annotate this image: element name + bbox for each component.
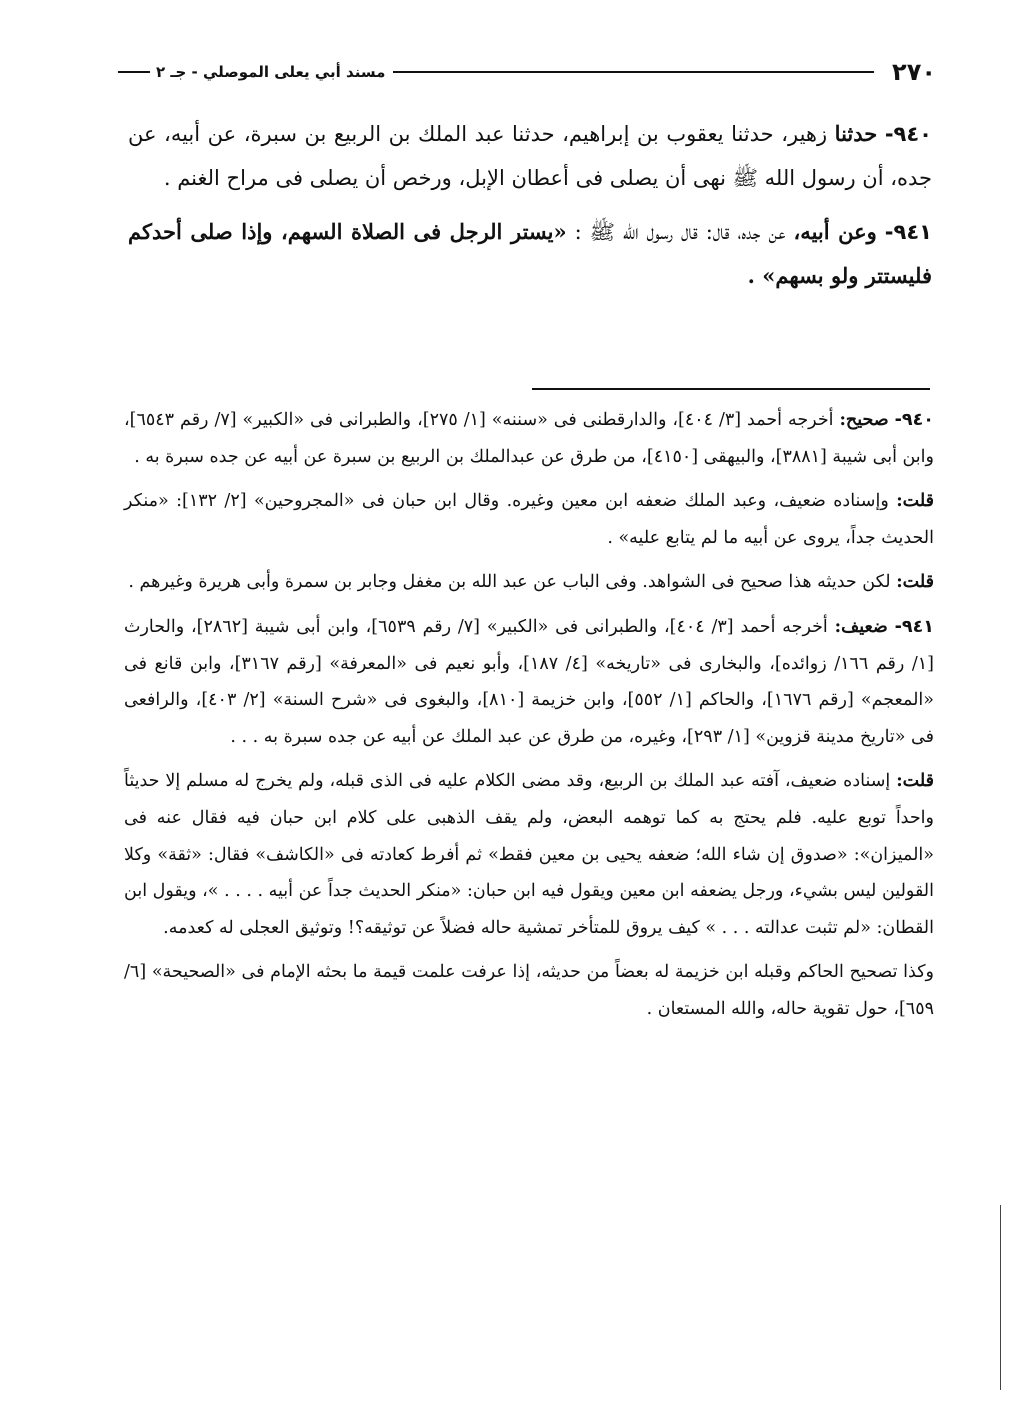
header-rule-end xyxy=(118,71,150,73)
footnotes xyxy=(124,402,934,1036)
footnote-separator xyxy=(532,388,930,390)
footnote-number: ٩٤١- xyxy=(894,616,934,637)
hadith-number: ٩٤٠- xyxy=(884,122,932,146)
hadith-941 xyxy=(128,210,932,298)
footnote-grade: صحيح: xyxy=(839,410,889,430)
comment-label: قلت: xyxy=(896,572,934,593)
footnote-number: ٩٤٠- xyxy=(894,410,934,430)
running-title: مسند أبي يعلى الموصلي - جـ ٢ xyxy=(156,63,386,81)
hadith-940 xyxy=(128,112,932,200)
footnote-941 xyxy=(124,609,934,755)
hadith-number: ٩٤١- xyxy=(884,220,932,244)
footnote-940-comment-1 xyxy=(124,483,934,556)
comment-label: قلت: xyxy=(896,491,934,512)
footnote-941-comment-1 xyxy=(124,763,934,946)
hadith-matn: «يستر الرجل فى الصلاة السهم، وإذا صلى أحدكم فليستتر ولو بسهم» . xyxy=(128,219,932,288)
page-number: ٢٧٠ xyxy=(892,58,936,86)
comment-text: لكن حديثه هذا صحيح فى الشواهد. وفى الباب عن عبد الله بن مغفل وجابر بن سمرة وأبى هريرة وغيرهم . xyxy=(128,572,891,593)
page-edge-line xyxy=(1000,1205,1001,1390)
page-header xyxy=(112,52,936,92)
footnote-grade: ضعيف: xyxy=(834,616,888,637)
footnote-940-comment-2 xyxy=(124,564,934,601)
footnote-text: أخرجه أحمد [٣/ ٤٠٤]، والدارقطنى فى «سننه» [١/ ٢٧٥]، والطبرانى فى «الكبير» [٧/ رقم ٦٥٤٣]، وابن أبى شيبة [٣٨٨١]، والبيهقى [٤١٥٠]، من طرق عن عبدالملك بن الربيع بن سبرة عن أبيه عن جده سبرة به . xyxy=(124,410,934,467)
comment-text: إسناده ضعيف، آفته عبد الملك بن الربيع، وقد مضى الكلام عليه فى الذى قبله، ولم يخرج له مسلم إلا حديثاً واحداً توبع عليه. فلم يحتج به كما توهمه البعض، ولم يقف الذهبى على كلام ابن حبان فيه فقال عنه فى «الميزان»: «صدوق إن شاء الله؛ ضعفه يحيى بن معين فقط» ثم أفرط كعادته فى «الكاشف» فقال: «ثقة» وكلا القولين ليس بشيء، ورجل يضعفه ابن معين ويقول فيه ابن حبان: «منكر الحديث جداً عن أبيه . . . . »، ويقول ابن القطان: «لم تثبت عدالته . . . » كيف يروق للمتأخر تمشية حاله فضلاً عن توثيقه؟! وتوثيق العجلى له كعدمه. xyxy=(124,771,934,938)
comment-label: قلت: xyxy=(896,771,934,792)
hadith-lead: وعن أبيه، xyxy=(793,219,877,244)
hadith-text: عن جده، قال: قال رسول الله ﷺ : xyxy=(574,220,786,244)
comment-text: وإسناده ضعيف، وعبد الملك ضعفه ابن معين وغيره. وقال ابن حبان فى «المجروحين» [٢/ ١٣٢]: «منكر الحديث جداً، يروى عن أبيه ما لم يتابع عليه» . xyxy=(124,491,934,548)
footnote-text: أخرجه أحمد [٣/ ٤٠٤]، والطبرانى فى «الكبير» [٧/ رقم ٦٥٣٩]، وابن أبى شيبة [٢٨٦٢]، والحارث [١/ رقم ١٦٦/ زوائده]، والبخارى فى «تاريخه» [٤/ ١٨٧]، وأبو نعيم فى «المعرفة» [رقم ٣١٦٧]، وابن قانع فى «المعجم» [رقم ١٦٧٦]، والحاكم [١/ ٥٥٢]، وابن خزيمة [٨١٠]، والبغوى فى «شرح السنة» [٢/ ٤٠٣]، والرافعى فى «تاريخ مدينة قزوين» [١/ ٢٩٣]، وغيره، من طرق عن عبد الملك عن أبيه عن جده سبرة به . . . xyxy=(124,616,934,747)
footnote-941-paragraph-2 xyxy=(124,954,934,1027)
main-text xyxy=(128,112,932,308)
comment-text: وكذا تصحيح الحاكم وقبله ابن خزيمة له بعضاً من حديثه، إذا عرفت علمت قيمة ما بحثه الإمام فى «الصحيحة» [٦/ ٦٥٩]، حول تقوية حاله، والله المستعان . xyxy=(124,962,934,1019)
header-rule xyxy=(393,71,874,73)
hadith-text: زهير، حدثنا يعقوب بن إبراهيم، حدثنا عبد الملك بن الربيع بن سبرة، عن أبيه، عن جده، أن رسول الله ﷺ نهى أن يصلى فى أعطان الإبل، ورخص أن يصلى فى مراح الغنم . xyxy=(128,122,932,190)
footnote-940 xyxy=(124,402,934,475)
hadith-lead: حدثنا xyxy=(834,121,878,146)
